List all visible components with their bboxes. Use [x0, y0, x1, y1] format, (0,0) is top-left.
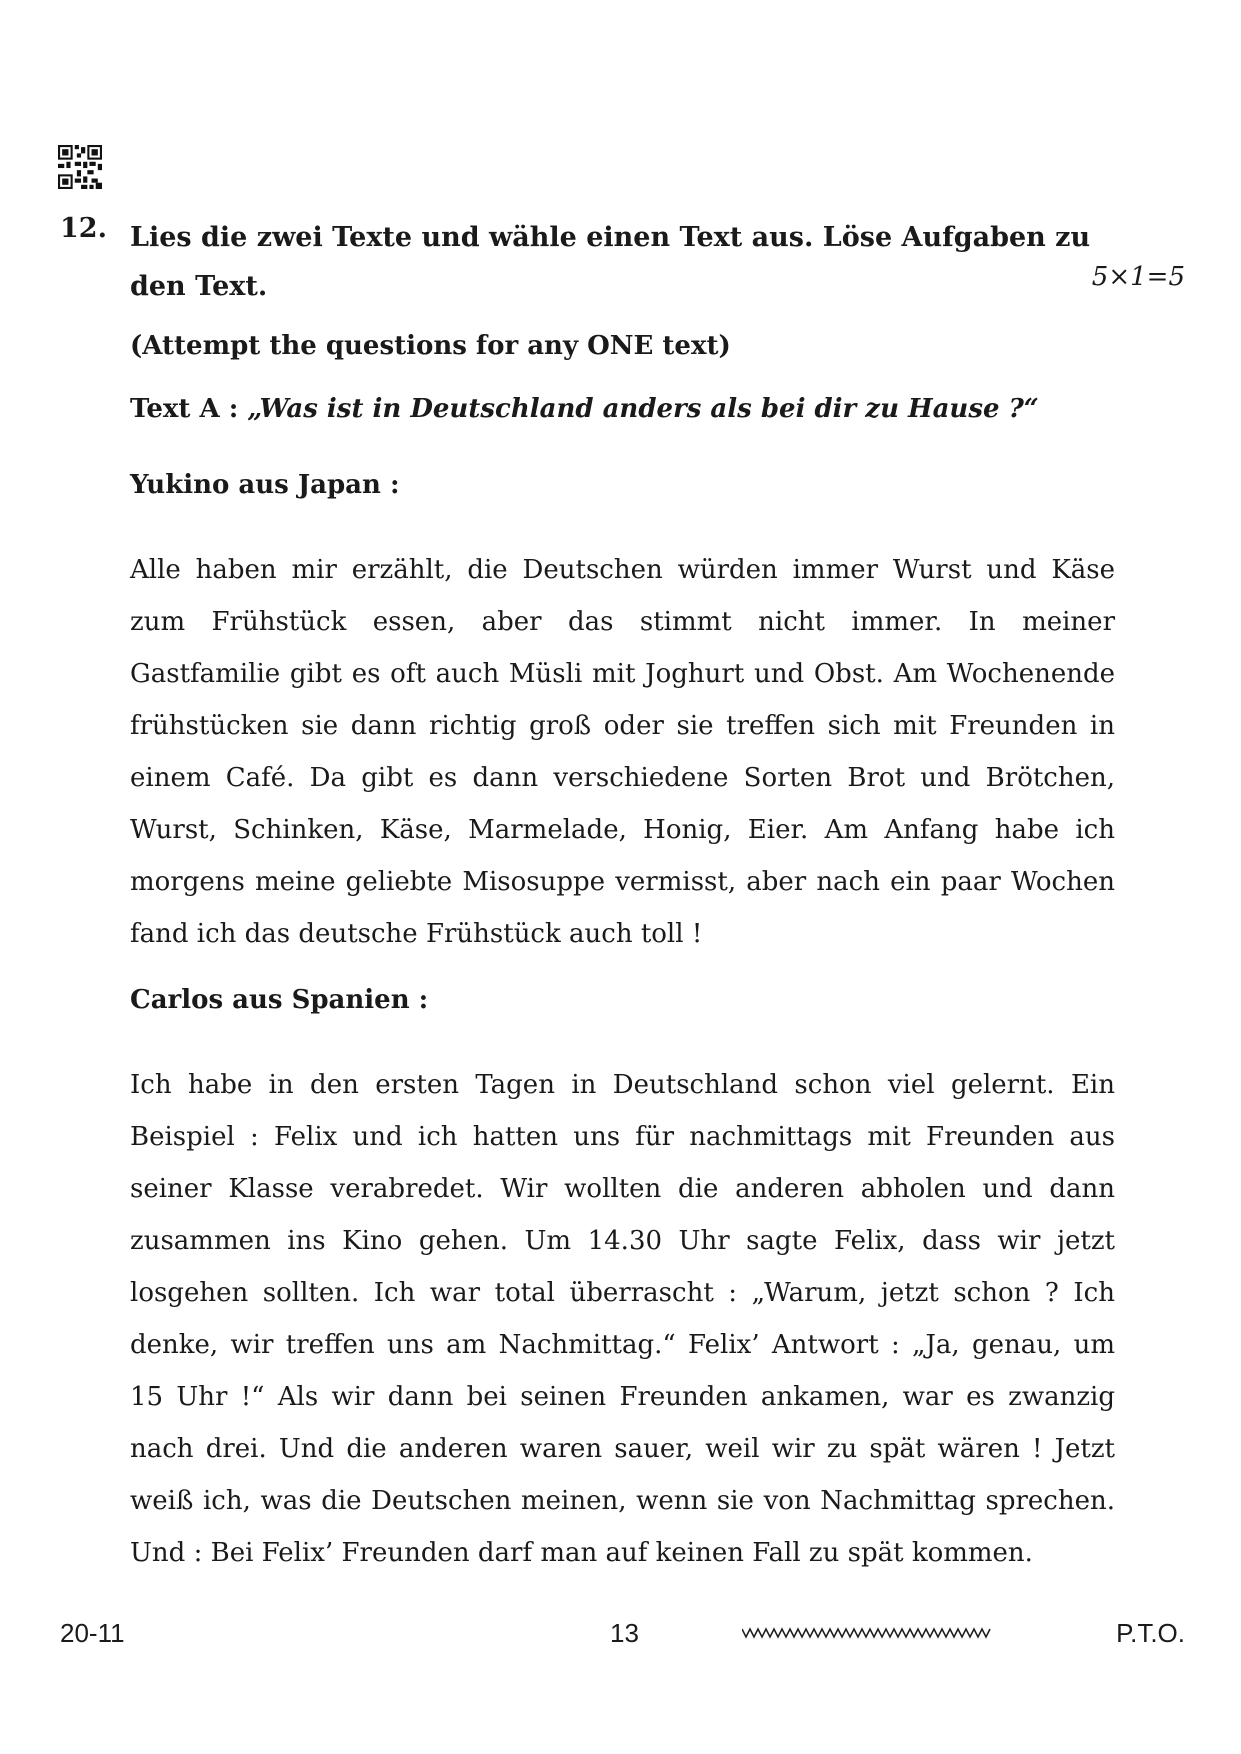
paragraph-line: zum Frühstück essen, aber das stimmt nicht immer. In meiner — [130, 607, 1115, 637]
question-instruction-line-2: den Text. — [130, 271, 268, 302]
question-number: 12. — [60, 213, 107, 244]
paragraph-line: Wurst, Schinken, Käse, Marmelade, Honig, Eier. Am Anfang habe ich — [130, 815, 1115, 845]
paragraph-line: Alle haben mir erzählt, die Deutschen würden immer Wurst und Käse — [130, 555, 1115, 585]
wavy-line-divider — [742, 1625, 992, 1641]
footer-code: 20-11 — [60, 1618, 125, 1648]
paragraph-line: Beispiel : Felix und ich hatten uns für nachmittags mit Freunden aus — [130, 1122, 1115, 1152]
paragraph-yukino — [130, 544, 1115, 960]
question-instruction-line-1: Lies die zwei Texte und wähle einen Text aus. Löse Aufgaben zu — [130, 222, 1091, 253]
paragraph-line: nach drei. Und die anderen waren sauer, weil wir zu spät wären ! Jetzt — [130, 1434, 1115, 1464]
text-a-heading — [130, 394, 1039, 424]
paragraph-line: zusammen ins Kino gehen. Um 14.30 Uhr sagte Felix, dass wir jetzt — [130, 1226, 1115, 1256]
text-a-label: Text A : — [130, 394, 239, 424]
paragraph-carlos — [130, 1059, 1115, 1579]
paragraph-line: einem Café. Da gibt es dann verschiedene Sorten Brot und Brötchen, — [130, 763, 1115, 793]
paragraph-line: losgehen sollten. Ich war total überrascht : „Warum, jetzt schon ? Ich — [130, 1278, 1115, 1308]
pto-label: P.T.O. — [1116, 1618, 1185, 1648]
marks-label: 5×1=5 — [1091, 262, 1185, 292]
paragraph-line: Gastfamilie gibt es oft auch Müsli mit Joghurt und Obst. Am Wochenende — [130, 659, 1115, 689]
section-heading-yukino: Yukino aus Japan : — [130, 470, 400, 500]
paragraph-line: fand ich das deutsche Frühstück auch toll ! — [130, 919, 703, 949]
paragraph-line: weiß ich, was die Deutschen meinen, wenn sie von Nachmittag sprechen. — [130, 1486, 1115, 1516]
qr-code-icon — [58, 145, 102, 189]
paragraph-line: denke, wir treffen uns am Nachmittag.“ Felix’ Antwort : „Ja, genau, um — [130, 1330, 1115, 1360]
paragraph-line: Und : Bei Felix’ Freunden darf man auf keinen Fall zu spät kommen. — [130, 1538, 1033, 1568]
paragraph-line: frühstücken sie dann richtig groß oder sie treffen sich mit Freunden in — [130, 711, 1115, 741]
text-a-title: „Was ist in Deutschland anders als bei dir zu Hause ?“ — [247, 394, 1039, 424]
question-instruction — [130, 213, 1115, 311]
paragraph-line: Ich habe in den ersten Tagen in Deutschland schon viel gelernt. Ein — [130, 1070, 1115, 1100]
paragraph-line: 15 Uhr !“ Als wir dann bei seinen Freunden ankamen, war es zwanzig — [130, 1382, 1115, 1412]
paragraph-line: seiner Klasse verabredet. Wir wollten die anderen abholen und dann — [130, 1174, 1115, 1204]
page-number: 13 — [610, 1618, 639, 1648]
attempt-note: (Attempt the questions for any ONE text) — [130, 331, 731, 361]
section-heading-carlos: Carlos aus Spanien : — [130, 985, 429, 1015]
paragraph-line: morgens meine geliebte Misosuppe vermisst, aber nach ein paar Wochen — [130, 867, 1115, 897]
